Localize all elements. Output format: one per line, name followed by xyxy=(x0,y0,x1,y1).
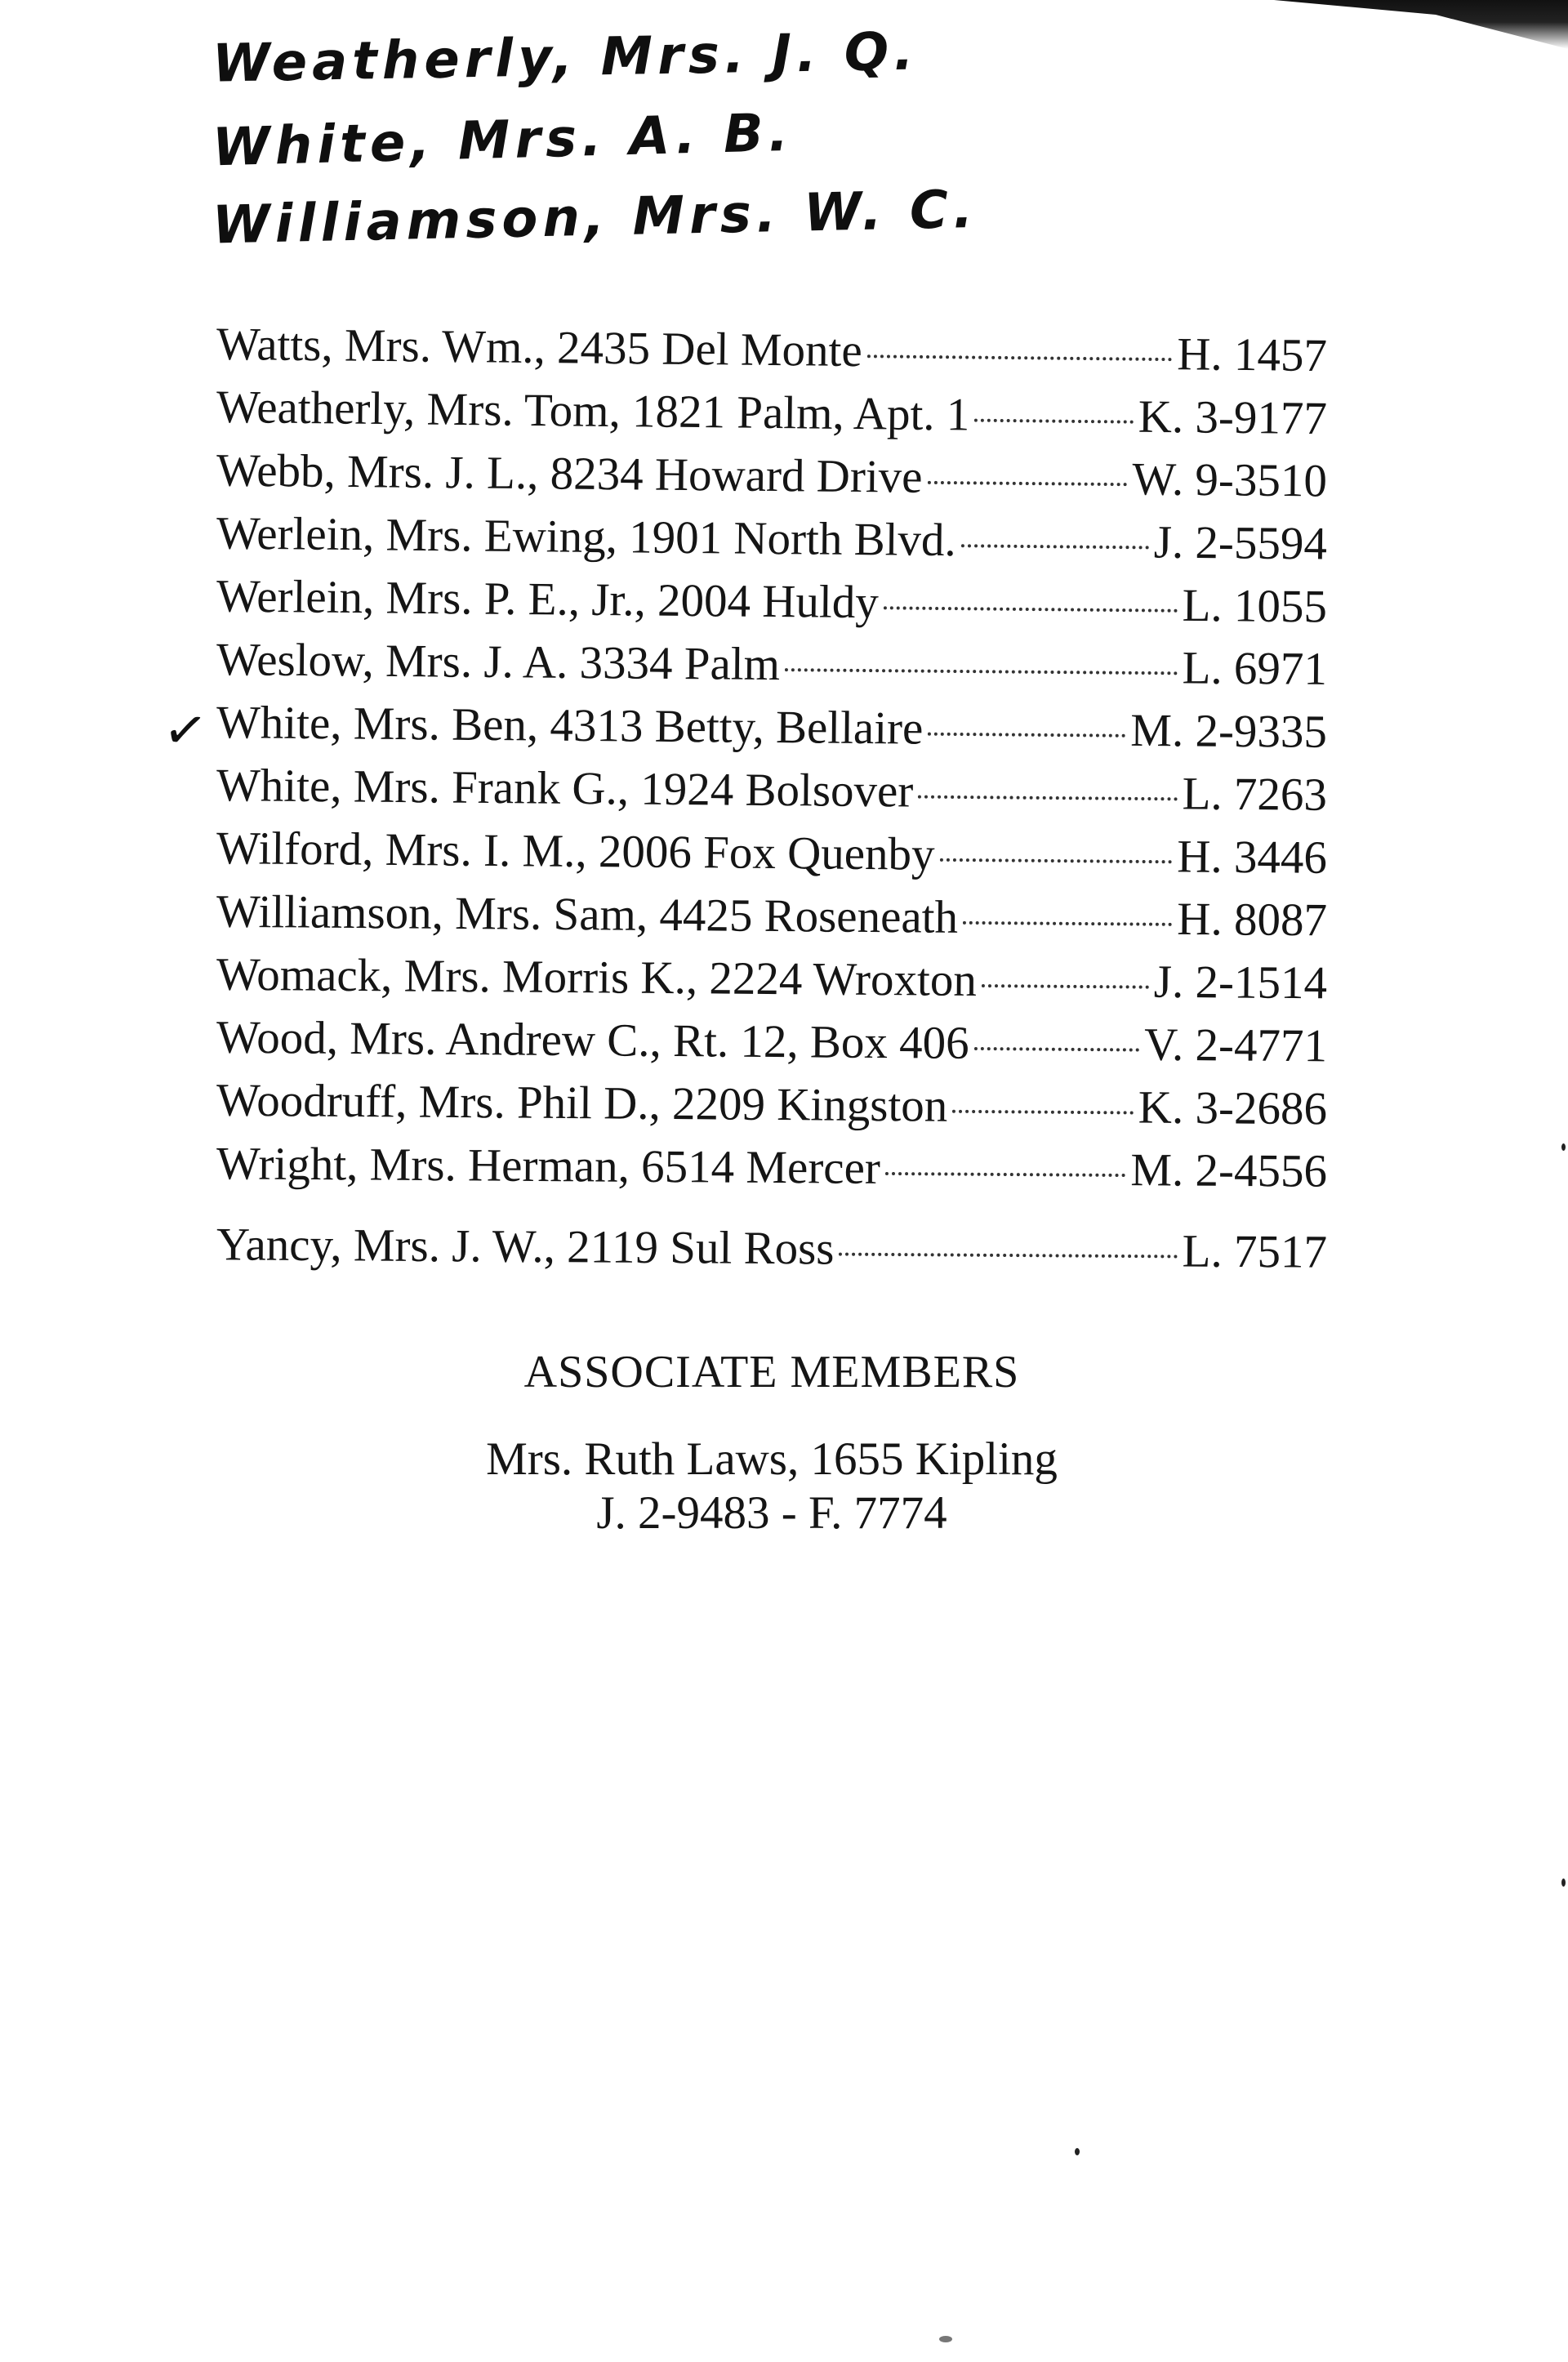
directory-entry xyxy=(216,691,1328,764)
dot-leader xyxy=(918,796,1177,801)
entry-name: Womack, Mrs. Morris K., 2224 Wroxton xyxy=(216,948,978,1006)
entry-name: Williamson, Mrs. Sam, 4425 Roseneath xyxy=(216,885,959,943)
entry-phone: J. 2-5594 xyxy=(1153,516,1328,570)
dot-leader xyxy=(884,606,1178,612)
entry-name: Wood, Mrs. Andrew C., Rt. 12, Box 406 xyxy=(216,1011,969,1069)
directory-entry xyxy=(216,1132,1328,1202)
entry-name: Watts, Mrs. Wm., 2435 Del Monte xyxy=(216,318,863,377)
directory-entry xyxy=(216,817,1328,889)
handwritten-notes xyxy=(212,16,1111,256)
directory-entry xyxy=(216,1069,1328,1141)
entry-name: Werlein, Mrs. P. E., Jr., 2004 Huldy xyxy=(216,570,880,629)
associate-members-heading: ASSOCIATE MEMBERS xyxy=(523,1347,1020,1397)
entry-name: Woodruff, Mrs. Phil D., 2209 Kingston xyxy=(216,1074,948,1132)
entry-phone: L. 6971 xyxy=(1182,642,1328,695)
dot-leader xyxy=(974,419,1134,424)
directory-entry xyxy=(216,880,1328,952)
scan-speck xyxy=(939,2336,952,2342)
entry-name: Wilford, Mrs. I. M., 2006 Fox Quenby xyxy=(216,822,935,880)
entry-phone: L. 1055 xyxy=(1182,579,1328,633)
directory-entry xyxy=(216,1213,1328,1283)
handwritten-note: Weatherly, Mrs. J. Q. xyxy=(212,21,920,95)
associate-member-name: Mrs. Ruth Laws, 1655 Kipling xyxy=(486,1433,1058,1485)
dot-leader xyxy=(785,668,1178,675)
dot-leader xyxy=(952,1110,1134,1115)
entry-phone: L. 7517 xyxy=(1182,1225,1328,1278)
directory-entry xyxy=(216,439,1328,512)
dot-leader xyxy=(928,733,1125,738)
entry-phone: K. 3-9177 xyxy=(1138,390,1328,445)
dot-leader xyxy=(974,1047,1140,1052)
entry-name: Webb, Mrs. J. L., 8234 Howard Drive xyxy=(216,444,923,503)
directory-entry xyxy=(216,313,1328,387)
dot-leader xyxy=(961,544,1149,549)
dot-leader xyxy=(982,984,1149,989)
directory-entry xyxy=(216,754,1328,827)
handwritten-note: White, Mrs. A. B. xyxy=(212,102,794,179)
scan-speck xyxy=(1561,1143,1566,1151)
entry-phone: K. 3-2686 xyxy=(1138,1081,1328,1135)
dot-leader xyxy=(867,354,1173,361)
entry-name: Weatherly, Mrs. Tom, 1821 Palm, Apt. 1 xyxy=(216,381,970,441)
entry-name: Werlein, Mrs. Ewing, 1901 North Blvd. xyxy=(216,507,957,567)
scan-speck xyxy=(1075,2148,1080,2155)
dot-leader xyxy=(963,921,1172,926)
member-directory-list xyxy=(216,319,1327,1280)
entry-phone: M. 2-9335 xyxy=(1130,704,1328,758)
directory-entry xyxy=(216,501,1328,575)
associate-members-section xyxy=(216,1339,1327,1540)
entry-phone: H. 8087 xyxy=(1177,893,1328,947)
directory-entry xyxy=(216,564,1328,638)
directory-entry xyxy=(216,628,1328,701)
entry-name: Yancy, Mrs. J. W., 2119 Sul Ross xyxy=(216,1219,835,1275)
entry-phone: W. 9-3510 xyxy=(1132,453,1328,507)
dot-leader xyxy=(885,1172,1125,1177)
directory-entry xyxy=(216,376,1328,450)
entry-phone: M. 2-4556 xyxy=(1130,1144,1328,1197)
entry-phone: J. 2-1514 xyxy=(1153,956,1328,1009)
page-corner-shadow xyxy=(1274,0,1568,49)
entry-name: White, Mrs. Ben, 4313 Betty, Bellaire xyxy=(216,697,924,755)
dot-leader xyxy=(939,858,1172,863)
associate-member-phones: J. 2-9483 - F. 7774 xyxy=(596,1487,947,1539)
dot-leader xyxy=(839,1253,1177,1259)
entry-phone: H. 3446 xyxy=(1177,831,1328,884)
check-mark-icon: ✓ xyxy=(159,697,212,764)
entry-phone: H. 1457 xyxy=(1176,328,1328,382)
scan-speck xyxy=(1561,1878,1566,1887)
entry-name: Weslow, Mrs. J. A. 3334 Palm xyxy=(216,634,781,691)
entry-phone: V. 2-4771 xyxy=(1143,1018,1328,1072)
dot-leader xyxy=(927,481,1127,486)
handwritten-note: Williamson, Mrs. W. C. xyxy=(212,179,978,256)
entry-name: Wright, Mrs. Herman, 6514 Mercer xyxy=(216,1138,881,1194)
entry-phone: L. 7263 xyxy=(1182,768,1328,821)
entry-name: White, Mrs. Frank G., 1924 Bolsover xyxy=(216,760,914,818)
directory-entry xyxy=(216,1006,1328,1078)
directory-entry xyxy=(216,943,1328,1015)
